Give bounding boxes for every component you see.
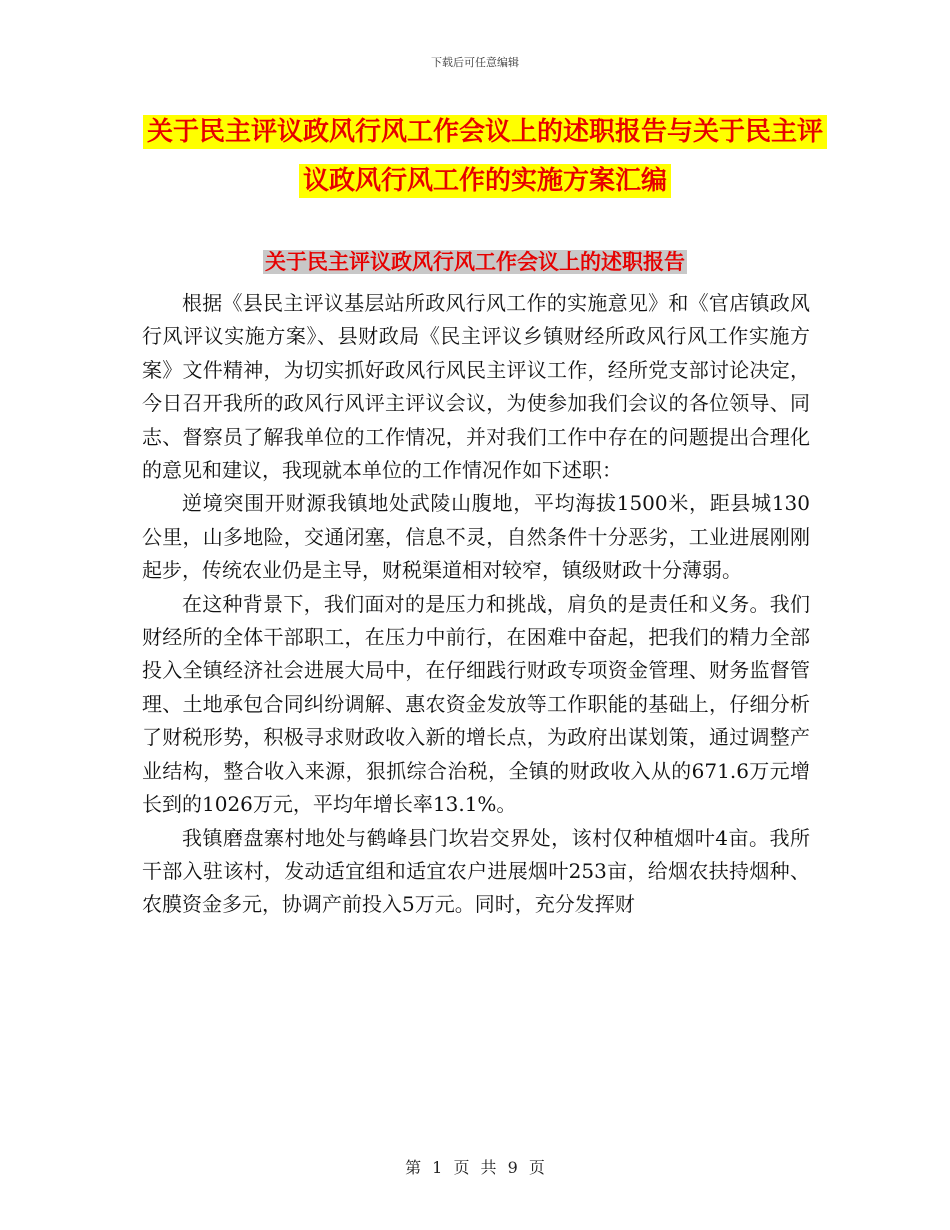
paragraph-3: 在这种背景下，我们面对的是压力和挑战，肩负的是责任和义务。我们财经所的全体干部职工，在压力中前行，在困难中奋起，把我们的精力全部投入全镇经济社会进展大局中，在仔细践行财政专项资金管理、财务监督管理、土地承包合同纠纷调解、惠农资金发放等工作职能的基础上，仔细分析了财税形势，积极寻求财政收入新的增长点，为政府出谋划策，通过调整产业结构，整合收入来源，狠抓综合治税，全镇的财政收入从的671.6万元增长到的1026万元，平均年增长率13.1%。 [142,591,810,817]
section-title [0,247,950,277]
document-body [142,287,810,922]
document-title-text: 关于民主评议政风行风工作会议上的述职报告与关于民主评议政风行风工作的实施方案汇编 [143,115,827,198]
page-header-note: 下载后可任意编辑 [431,56,519,69]
paragraph-4: 我镇磨盘寨村地处与鹤峰县门坎岩交界处，该村仅种植烟叶4亩。我所干部入驻该村，发动适宜组和适宜农户进展烟叶253亩，给烟农扶持烟种、农膜资金多元，协调产前投入5万元。同时，充分发挥财 [142,825,810,917]
paragraph-1: 根据《县民主评议基层站所政风行风工作的实施意见》和《官店镇政风行风评议实施方案》、县财政局《民主评议乡镇财经所政风行风工作实施方案》文件精神，为切实抓好政风行风民主评议工作，经所党支部讨论决定，今日召开我所的政风行风评主评议会议，为使参加我们会议的各位领导、同志、督察员了解我单位的工作情况，并对我们工作中存在的问题提出合理化的意见和建议，我现就本单位的工作情况作如下述职： [142,291,810,483]
document-title [140,108,830,206]
paragraph-2: 逆境突围开财源我镇地处武陵山腹地，平均海拔1500米，距县城130公里，山多地险，交通闭塞，信息不灵，自然条件十分恶劣，工业进展刚刚起步，传统农业仍是主导，财税渠道相对较窄，镇级财政十分薄弱。 [142,491,810,583]
page-number: 第 1 页 共 9 页 [405,1158,545,1177]
section-title-text: 关于民主评议政风行风工作会议上的述职报告 [265,250,685,274]
